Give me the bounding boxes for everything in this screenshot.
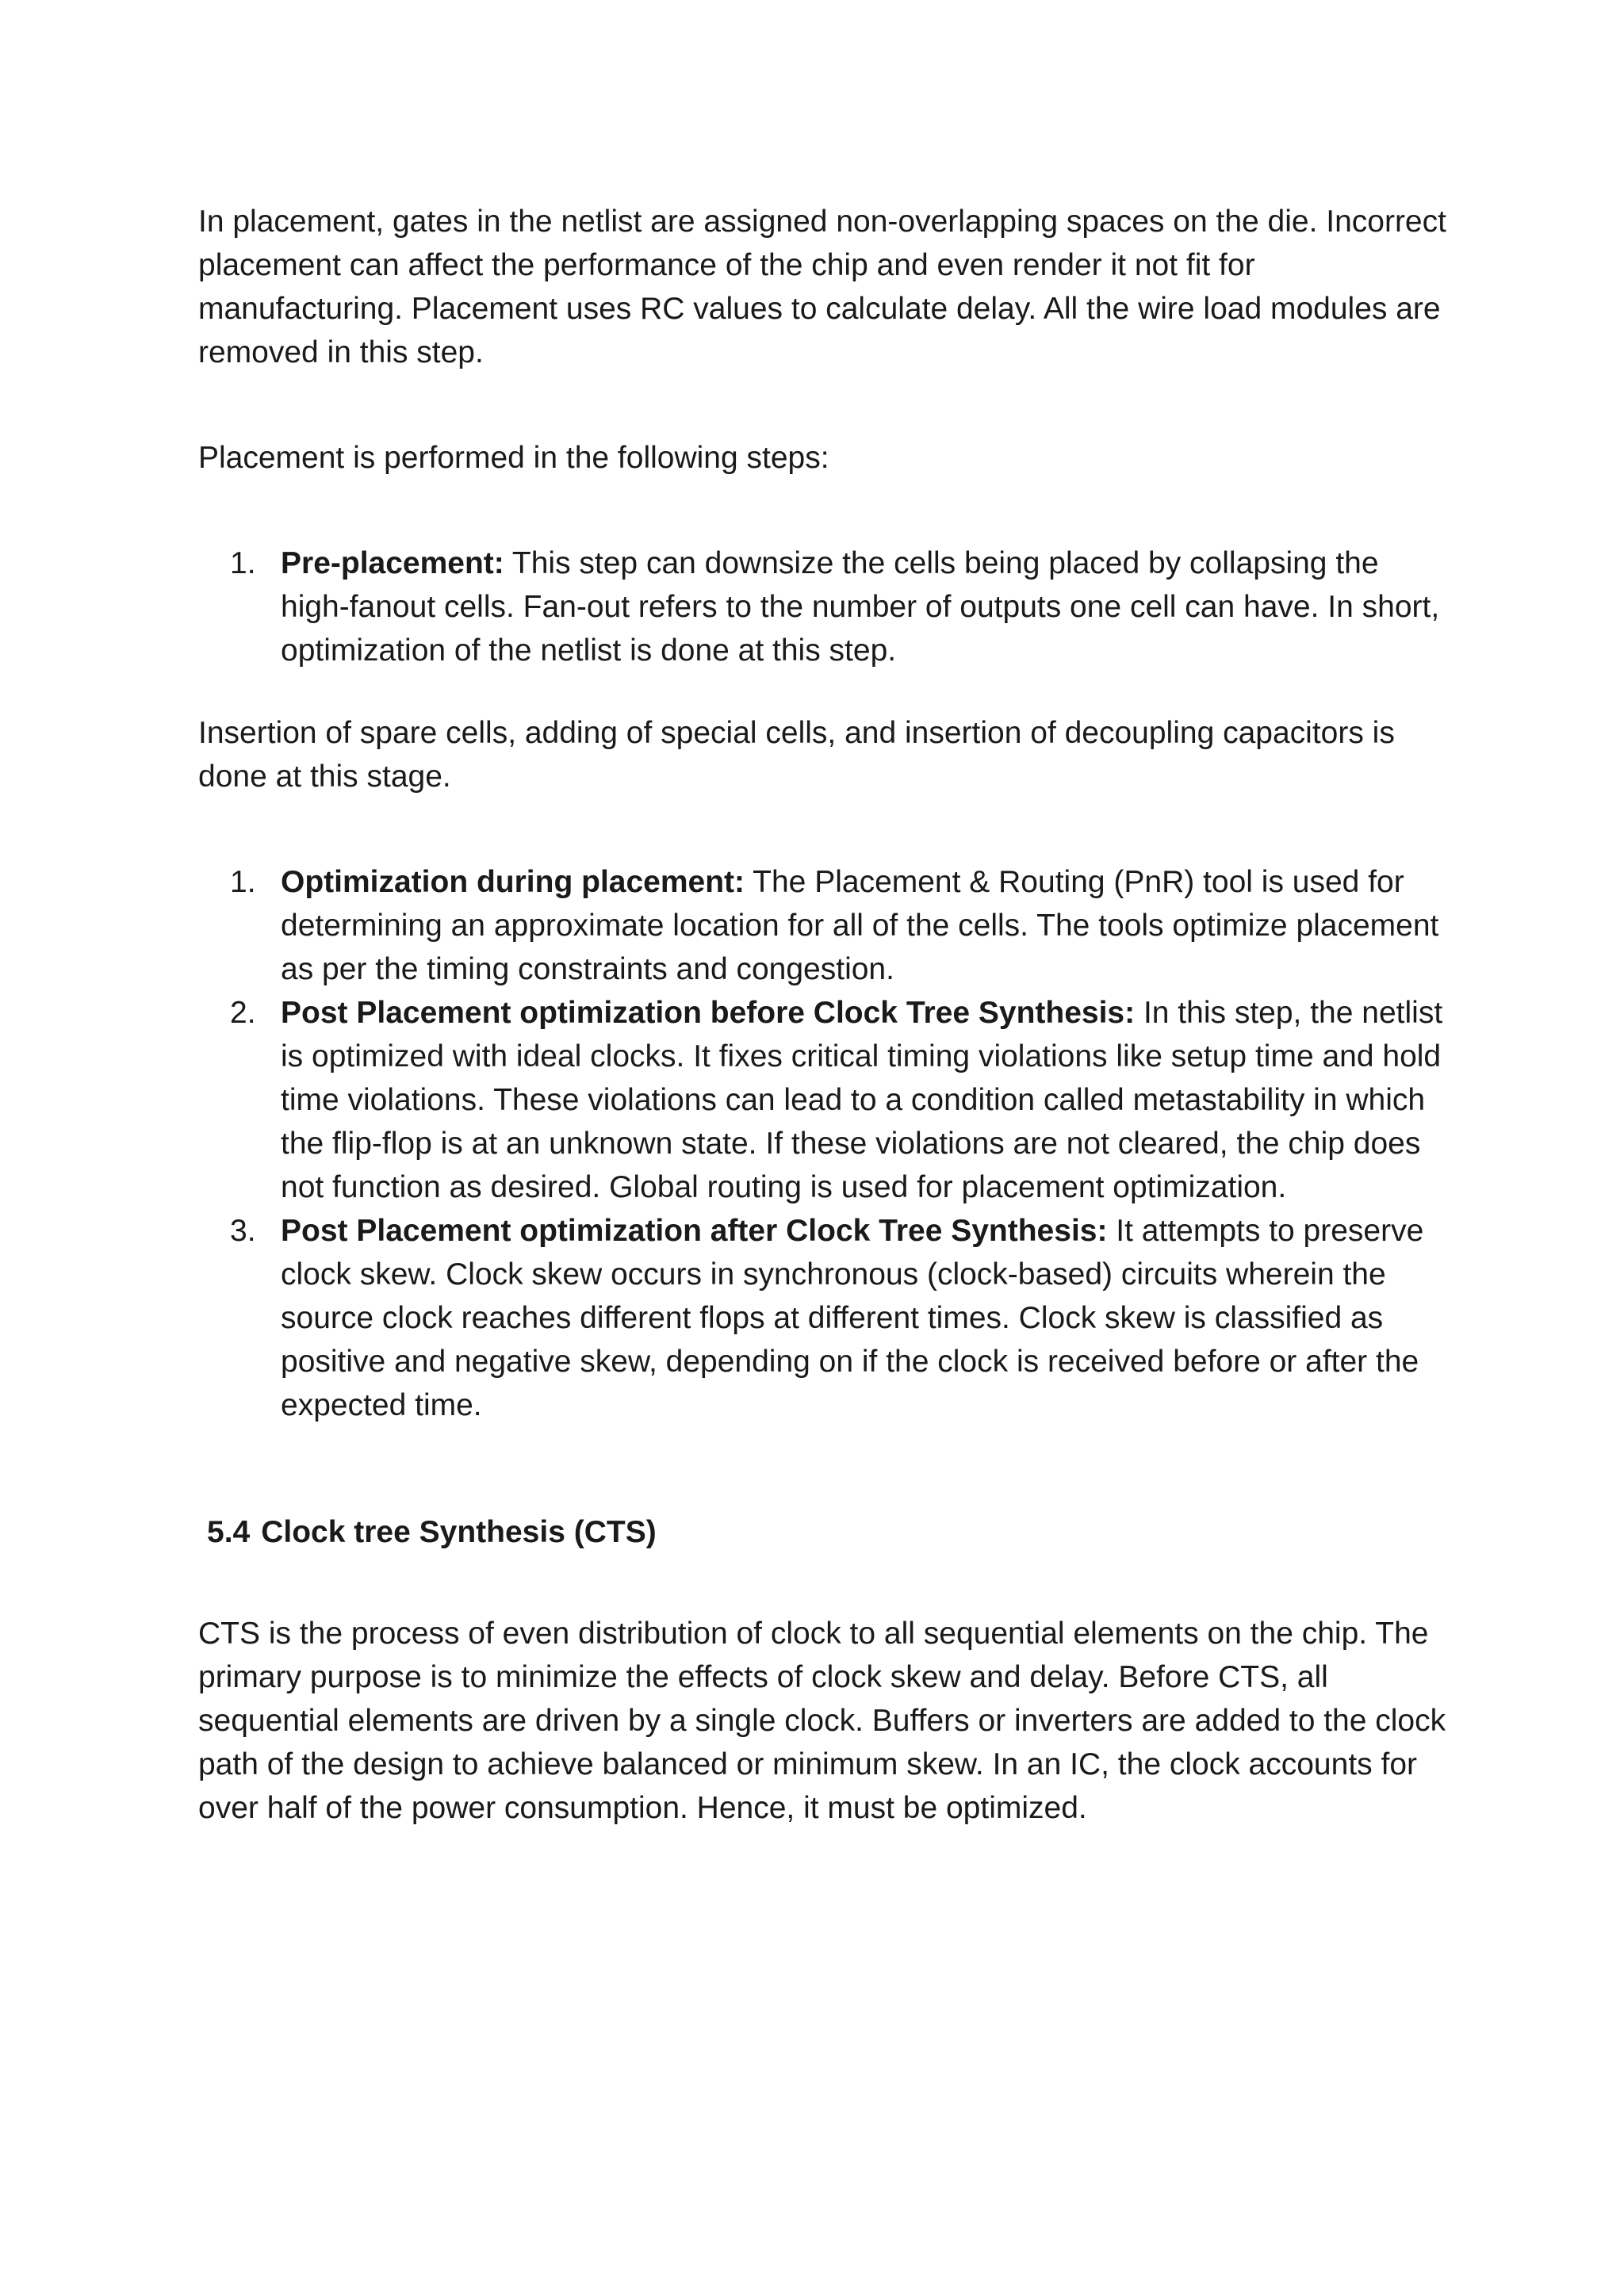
list-item-title: Pre-placement:: [281, 546, 504, 580]
spare-cells-paragraph: Insertion of spare cells, adding of special cells, and insertion of decoupling capacitors is done at this stage.: [198, 716, 1395, 794]
list-item-number: 3.: [230, 1214, 256, 1248]
list-item-title: Post Placement optimization after Clock Tree Synthesis:: [281, 1214, 1108, 1248]
optimization-list: [198, 860, 1451, 1427]
list-item: [198, 860, 1451, 991]
list-item-text: In this step, the netlist is optimized with ideal clocks. It fixes critical timing violations like setup time and hold time violations. These violations can lead to a condition called metastability in which the flip-flop is at an unknown state. If these violations are not cleared, the chip does not function as desired. Global routing is used for placement optimization.: [281, 996, 1443, 1204]
section-title: Clock tree Synthesis (CTS): [261, 1515, 657, 1549]
cts-paragraph: CTS is the process of even distribution of clock to all sequential elements on the chip. The primary purpose is to minimize the effects of clock skew and delay. Before CTS, all sequential elements are driven by a single clock. Buffers or inverters are added to the clock path of the design to achieve balanced or minimum skew. In an IC, the clock accounts for over half of the power consumption. Hence, it must be optimized.: [198, 1617, 1446, 1825]
list-item-text: This step can downsize the cells being placed by collapsing the high-fanout cells. Fan-out refers to the number of outputs one cell can have. In short, optimization of the netlist is done at this step.: [281, 546, 1440, 668]
section-heading: [207, 1510, 1460, 1554]
steps-intro-paragraph: Placement is performed in the following steps:: [198, 441, 829, 475]
section-number: 5.4: [207, 1515, 251, 1549]
list-item-title: Post Placement optimization before Clock Tree Synthesis:: [281, 996, 1136, 1030]
list-item: [198, 1209, 1451, 1427]
list-item: [198, 991, 1451, 1209]
intro-paragraph: In placement, gates in the netlist are assigned non-overlapping spaces on the die. Incorrect placement can affect the performance of the chip and even render it not fit for manufacturing. Placement uses RC values to calculate delay. All the wire load modules are removed in this step.: [198, 205, 1446, 369]
list-item-title: Optimization during placement:: [281, 865, 745, 899]
list-item-text: It attempts to preserve clock skew. Clock skew occurs in synchronous (clock-based) circuits wherein the source clock reaches different flops at different times. Clock skew is classified as positive and negative skew, depending on if the clock is received before or after the expected time.: [281, 1214, 1424, 1422]
list-item-text: The Placement & Routing (PnR) tool is used for determining an approximate location for all of the cells. The tools optimize placement as per the timing constraints and congestion.: [281, 865, 1439, 986]
list-item: [198, 541, 1451, 672]
preplacement-list: [198, 541, 1451, 672]
list-item-number: 1.: [230, 865, 256, 899]
list-item-number: 1.: [230, 546, 256, 580]
list-item-number: 2.: [230, 996, 256, 1030]
